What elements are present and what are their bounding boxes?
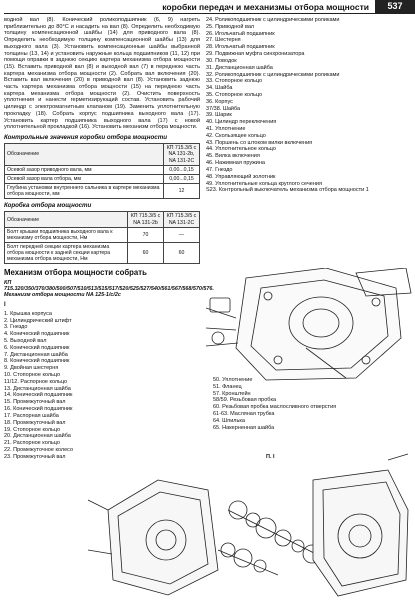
table-row: [5, 165, 200, 174]
legend-item: S23. Контрольный выключатель механизма отбора мощности 1: [206, 187, 369, 194]
torque-table-title: Коробка отбора мощности: [4, 202, 92, 210]
legend-item: 40. Цилиндр переключения: [206, 119, 277, 126]
legend-item: 49. Уплотнительные кольца круглого сечения: [206, 180, 322, 187]
table-header-cell: КП 715.3/5 с NA 131-2b: [128, 212, 164, 227]
legend-item: 61-63. Масляная трубка: [213, 411, 275, 418]
legend-item: 29. Подвижная муфта синхронизатора: [206, 51, 305, 58]
assembly-subtitle: [4, 279, 214, 299]
legend-item: 6. Конический подшипник: [4, 344, 70, 351]
legend-item: 15. Промежуточный вал: [4, 399, 66, 406]
legend-item: 31. Дистанционная шайба: [206, 64, 273, 71]
torque-table: [4, 211, 200, 264]
table-row: [5, 174, 200, 183]
table-header-cell: Обозначение: [5, 144, 164, 165]
table-header-cell: Обозначение: [5, 212, 128, 227]
legend-item: 25. Приводной вал: [206, 23, 255, 30]
legend-item: 9. Двойная шестерня: [4, 365, 59, 372]
legend-item: 1. Крышка корпуса: [4, 310, 52, 317]
left-column: [4, 17, 214, 461]
table-header-cell: КП 715.3/5 с NA 131-2b, NA 131-2C: [164, 144, 200, 165]
parts-legend-mid-wrapper: [213, 377, 336, 432]
table-row: [5, 242, 200, 263]
legend-item: 13. Дистанционная шайба: [4, 385, 71, 392]
legend-item: 34. Шайба: [206, 85, 233, 92]
legend-item: 2. Цилиндрический штифт: [4, 317, 72, 324]
legend-item: 39. Шарик: [206, 112, 232, 119]
figure-marker: I: [4, 301, 6, 308]
shift-cylinder-diagram: [206, 268, 412, 386]
legend-item: 21. Распорное кольцо: [4, 440, 60, 447]
table-cell: Глубина установки внутреннего сальника в картере механизма отбора мощности, мм: [5, 183, 164, 198]
shift-cylinder-drawing: [206, 268, 412, 386]
legend-item: 11/12. Распорное кольцо: [4, 378, 68, 385]
table-cell: 70: [128, 227, 164, 242]
pto-exploded-drawing: [88, 450, 412, 598]
legend-item: 48. Управляющий золотник: [206, 173, 276, 180]
legend-item: 17. Распорная шайба: [4, 412, 59, 419]
assembly-title: Механизм отбора мощности собрать: [4, 268, 147, 278]
legend-item: 26. Игольчатый подшипник: [206, 30, 275, 37]
legend-item: 7. Дистанционная шайба: [4, 351, 68, 358]
legend-item: 45. Вилка включения: [206, 153, 260, 160]
legend-item: 16. Конический подшипник: [4, 406, 73, 413]
assembly-subtitle-kp: КП: [4, 279, 12, 286]
legend-item: 14. Конический подшипник: [4, 392, 73, 399]
legend-item: 46. Нажимная пружина: [206, 160, 265, 167]
legend-item: 8. Конический подшипник: [4, 358, 70, 365]
control-values-title: Контрольные значения коробки отбора мощности: [4, 133, 168, 141]
page-header: [0, 0, 415, 14]
legend-item: 50. Уплотнение: [213, 377, 253, 383]
table-header-row: [5, 212, 200, 227]
legend-item: 4. Конический подшипник: [4, 331, 70, 338]
legend-item: 42. Скользящее кольцо: [206, 132, 266, 139]
figure-label: П. I: [266, 454, 275, 460]
legend-item: 51. Фланец: [213, 383, 242, 390]
table-cell: 0,00...0,15: [164, 174, 200, 183]
legend-item: 28. Игольчатый подшипник: [206, 44, 275, 51]
legend-item: 10. Стопорное кольцо: [4, 372, 61, 379]
legend-item: 36. Корпус: [206, 98, 233, 105]
legend-item: 19. Стопорное кольцо: [4, 426, 61, 433]
legend-item: 58/59. Резьбовая пробка: [213, 397, 277, 404]
assembly-subtitle-text: 715.320/350/370/380/500/507/510/513/515/517/520/525/527/540/561/567/568/570/576. Механизм отбора мощности NA 125-1/c/2c: [4, 285, 214, 299]
pto-exploded-diagram: [88, 450, 412, 598]
table-row: [5, 227, 200, 242]
right-column: [206, 17, 412, 194]
table-cell: Осевой зазор приводного вала, мм: [5, 165, 164, 174]
legend-item: 23. Промежуточный вал: [4, 453, 66, 460]
table-cell: 60: [128, 242, 164, 263]
legend-item: 60. Резьбовая пробка маслосливного отверстия: [213, 404, 337, 411]
page-header-title: коробки передач и механизмы отбора мощности: [162, 2, 369, 12]
parts-legend-left: [4, 311, 200, 461]
table-cell: Болт передней секции картера механизма отбора мощности к задней секции картера механизма отбора мощности, Нм: [5, 242, 128, 263]
legend-item: 24. Роликоподшипник с цилиндрическими роликами: [206, 17, 340, 23]
table-cell: 12: [164, 183, 200, 198]
legend-item: 57. Кронштейн: [213, 390, 251, 397]
legend-item: 20. Дистанционная шайба: [4, 433, 71, 440]
legend-item: 27. Шестерня: [206, 37, 241, 44]
legend-item: 33. Стопорное кольцо: [206, 78, 263, 85]
table-cell: 60: [164, 242, 200, 263]
intro-paragraph: водной вал (8). Конический роликоподшипник (6, 9) нагреть приблизительно до 80°С и насадить на вал (8). Определить необходимую толщину компенсационной шайбы (14) для приводного вала (8). Определить необходимую толщину компенсационной шайбы (13) для выходного вала (3). Установить компенсационные шайбы выбранной толщины (13, 14) и установить наружные кольца подшипников (11, 12) при помощи оправки в заднюю секцию картера механизма отбора мощности (15). Вставить приводной вал (8) и выходной вал (7) в переднюю часть картера механизма отбора мощности (2). Собрать вал включения (20). Вставить вал включения (20) в приводной вал (8). Установить заднюю часть картера механизма отбора мощности (15) на переднюю часть картера механизма отбора мощности (2). Очистить поверхность уплотнения и нанести герметизирующий состав. Установить рабочий цилиндр с электромагнитным клапаном (19). Заменить уплотнительную прокладку (18). Собрать корпус подшипника выходного вала (17). Установить картер подшипника выходного вала (17) с новой уплотнительной прокладкой (16). Установить механизм отбора мощности.: [4, 17, 200, 131]
legend-item: 5. Выходной вал: [4, 337, 47, 344]
page-number: 537: [375, 0, 415, 13]
table-cell: Болт крышки подшипника выходного вала к механизму отбора мощности, Нм: [5, 227, 128, 242]
table-cell: Осевой зазор вала отбора, мм: [5, 174, 164, 183]
legend-item: 44. Уплотнительное кольцо: [206, 146, 276, 153]
legend-item: 18. Промежуточный вал: [4, 419, 66, 426]
legend-item: 65. Накерненная шайба: [213, 424, 275, 431]
legend-item: 32. Роликоподшипник с цилиндрическими роликами: [206, 71, 340, 78]
legend-item: 37/38. Шайба: [206, 105, 241, 112]
legend-item: 22. Промежуточное колесо: [4, 446, 74, 453]
header-divider: [4, 13, 415, 14]
legend-item: 41. Уплотнение: [206, 126, 246, 132]
legend-item: 47. Гнездо: [206, 166, 233, 173]
parts-legend-mid: [213, 377, 336, 432]
control-values-table: [4, 143, 200, 199]
legend-item: 30. Поводок: [206, 57, 237, 64]
legend-item: 64. Шпилька: [213, 417, 245, 424]
table-cell: 0,00...0,15: [164, 165, 200, 174]
table-row: [5, 183, 200, 198]
table-header-cell: КП 715.3/5 с NA 131-2C: [164, 212, 200, 227]
legend-item: 43. Поршень со штоком вилки включения: [206, 139, 313, 146]
table-header-row: [5, 144, 200, 165]
table-cell: —: [164, 227, 200, 242]
parts-legend-right: [206, 17, 412, 194]
legend-item: 35. Стопорное кольцо: [206, 91, 263, 98]
legend-item: 3. Гнездо: [4, 324, 28, 331]
